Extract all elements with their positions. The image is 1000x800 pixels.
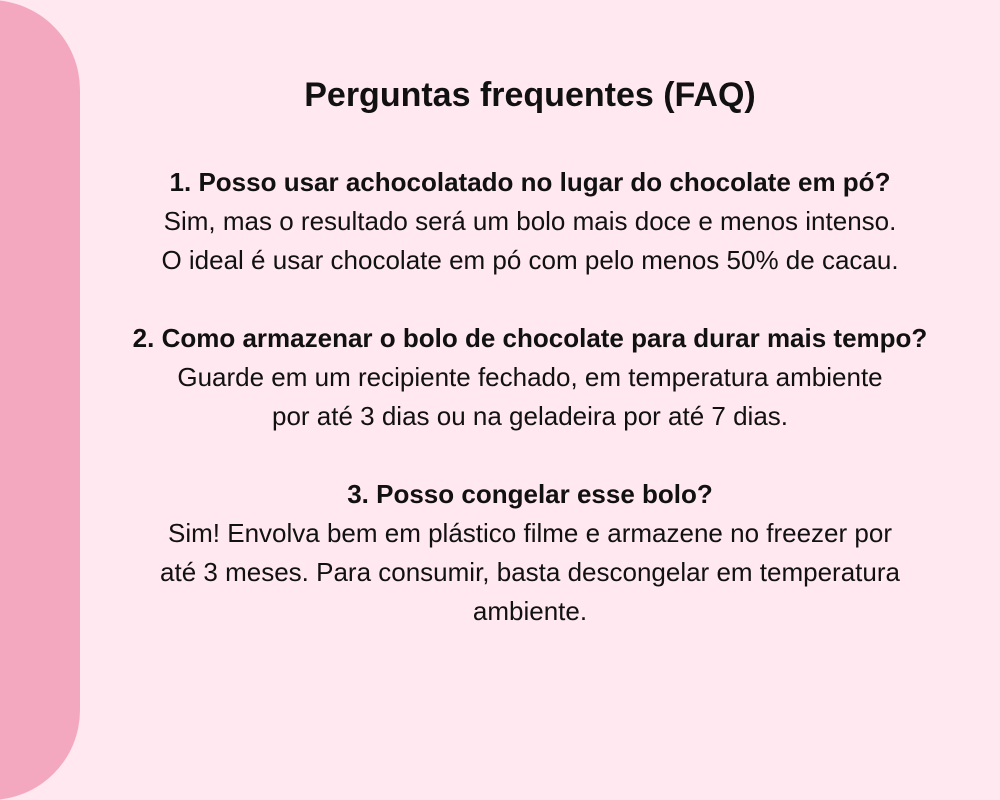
faq-answer-1-line-1: Sim, mas o resultado será um bolo mais doce e menos intenso. <box>163 206 897 236</box>
decorative-side-panel <box>0 0 80 800</box>
faq-question-3: 3. Posso congelar esse bolo? <box>347 479 713 509</box>
faq-answer-1-line-2: O ideal é usar chocolate em pó com pelo menos 50% de cacau. <box>161 245 899 275</box>
page-title: Perguntas frequentes (FAQ) <box>304 76 756 114</box>
faq-question-1: 1. Posso usar achocolatado no lugar do chocolate em pó? <box>169 167 891 197</box>
faq-content <box>110 73 950 670</box>
faq-answer-2-line-2: por até 3 dias ou na geladeira por até 7 dias. <box>271 401 789 431</box>
faq-item-1 <box>110 163 950 280</box>
faq-answer-3 <box>110 514 950 631</box>
faq-answer-3-line-3: ambiente. <box>472 596 588 626</box>
faq-answer-1 <box>110 202 950 280</box>
faq-answer-3-line-2: até 3 meses. Para consumir, basta descongelar em temperatura <box>160 557 900 587</box>
faq-item-3 <box>110 475 950 631</box>
faq-answer-2 <box>110 358 950 436</box>
faq-question-2: 2. Como armazenar o bolo de chocolate para durar mais tempo? <box>132 323 928 353</box>
faq-answer-3-line-1: Sim! Envolva bem em plástico filme e armazene no freezer por <box>168 518 892 548</box>
faq-answer-2-line-1: Guarde em um recipiente fechado, em temperatura ambiente <box>177 362 883 392</box>
faq-item-2 <box>110 319 950 436</box>
